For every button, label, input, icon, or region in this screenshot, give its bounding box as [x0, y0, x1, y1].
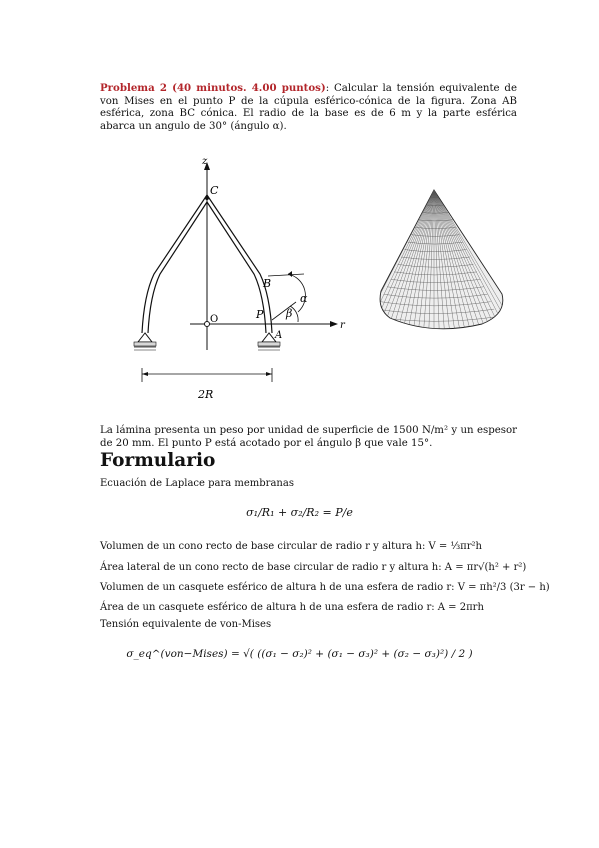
dome-3d-mesh: [372, 186, 522, 336]
laplace-formula: σ₁/R₁ + σ₂/R₂ = P/e: [246, 506, 353, 519]
vonmises-title: Tensión equivalente de von-Mises: [100, 619, 272, 630]
problem-label: Problema 2 (40 minutos. 4.00 puntos): [100, 82, 326, 94]
cone-area-formula: Área lateral de un cono recto de base circular de radio r y altura h: A = πr√(h² + r²): [100, 562, 527, 573]
formulario-heading: Formulario: [100, 450, 216, 471]
left-support: [134, 333, 156, 350]
dome-diagram: [120, 150, 360, 410]
cap-area-formula: Área de un casquete esférico de altura h de una esfera de radio r: A = 2πrh: [100, 602, 484, 613]
problem-statement: [100, 82, 517, 133]
laplace-title: Ecuación de Laplace para membranas: [100, 478, 294, 489]
alpha-label: α: [300, 292, 308, 305]
point-P-label: P: [256, 308, 264, 321]
point-B-label: B: [263, 277, 272, 290]
cone-volume-formula: Volumen de un cono recto de base circular de radio r y altura h: V = ⅓πr²h: [100, 541, 482, 552]
origin-label: O: [210, 314, 219, 325]
cap-volume-formula: Volumen de un casquete esférico de altura h de una esfera de radio r: V = πh²/3 (3r − h): [100, 582, 550, 593]
point-A-label: A: [275, 330, 283, 341]
dimension-label: 2R: [198, 388, 214, 401]
r-axis-label: r: [340, 320, 345, 331]
beta-label: β: [286, 307, 293, 320]
vonmises-formula: σ_eq^(von−Mises) = √( ((σ₁ − σ₂)² + (σ₁ − σ₃)² + (σ₂ − σ₃)²) / 2 ): [126, 648, 473, 660]
problem-text: : Calcular la tensión equivalente de von Mises en el punto P de la cúpula esférico-cónica de la figura. Zona AB esférica, zona BC cónica. El radio de la base es de 6 m y la parte esférica abarca un angulo de 30° (ángulo α).: [100, 83, 517, 132]
z-axis-label: z: [202, 156, 208, 167]
point-C-label: C: [210, 184, 219, 197]
body-text: La lámina presenta un peso por unidad de superficie de 1500 N/m² y un espesor de 20 mm. El punto P está acotado por el ángulo β que vale 15°.: [100, 425, 517, 449]
